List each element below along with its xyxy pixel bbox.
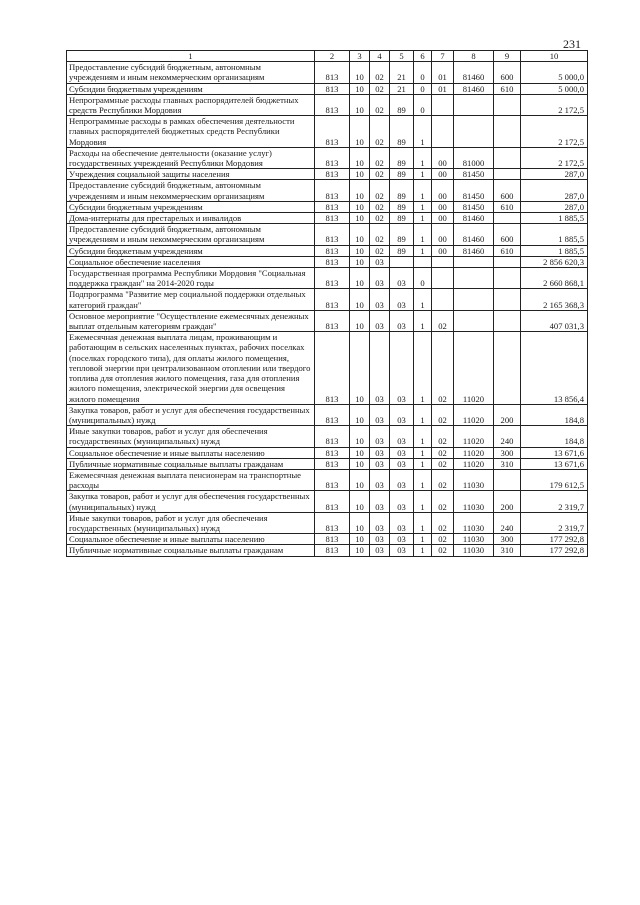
code-subsection-cell: 03	[370, 404, 390, 425]
item-name-cell: Государственная программа Республики Мордовия "Социальная поддержка граждан" на 2014-2020 годы	[67, 268, 315, 289]
code-program-cell: 89	[390, 169, 414, 180]
code-program-cell: 89	[390, 94, 414, 115]
code-direction-cell: 11020	[454, 404, 494, 425]
code-expense-type-cell	[494, 289, 521, 310]
code-event-cell: 01	[432, 83, 454, 94]
code-ministry-cell: 813	[315, 213, 350, 224]
code-ministry-cell: 813	[315, 310, 350, 331]
code-subsection-cell: 03	[370, 545, 390, 556]
amount-cell: 2 660 868,1	[521, 268, 588, 289]
code-expense-type-cell: 610	[494, 201, 521, 212]
code-expense-type-cell: 300	[494, 447, 521, 458]
table-row	[67, 332, 588, 404]
code-subprogram-cell: 1	[414, 169, 432, 180]
code-ministry-cell: 813	[315, 169, 350, 180]
code-subsection-cell: 02	[370, 116, 390, 148]
amount-cell: 1 885,5	[521, 224, 588, 245]
code-subprogram-cell: 0	[414, 62, 432, 83]
code-subprogram-cell: 1	[414, 310, 432, 331]
table-row	[67, 201, 588, 212]
code-event-cell: 00	[432, 147, 454, 168]
code-section-cell: 10	[350, 256, 370, 267]
item-name-cell: Ежемесячная денежная выплата лицам, проживающим и работающим в сельских населенных пунктах, рабочих поселках (поселках городского типа), для оплаты жилого помещения, тепловой энергии при централизованном отоплении или твердого топлива для отопления жилого помещения, газа для отопления жилого помещения, электрической энергии для освещения жилого помещения	[67, 332, 315, 404]
code-subsection-cell: 03	[370, 310, 390, 331]
amount-cell: 2 856 620,3	[521, 256, 588, 267]
code-program-cell: 03	[390, 512, 414, 533]
code-expense-type-cell: 240	[494, 426, 521, 447]
code-expense-type-cell	[494, 169, 521, 180]
code-direction-cell: 11020	[454, 447, 494, 458]
code-program-cell: 03	[390, 332, 414, 404]
code-ministry-cell: 813	[315, 534, 350, 545]
item-name-cell: Закупка товаров, работ и услуг для обеспечения государственных (муниципальных) нужд	[67, 491, 315, 512]
code-section-cell: 10	[350, 447, 370, 458]
code-subsection-cell: 03	[370, 426, 390, 447]
code-subsection-cell: 02	[370, 147, 390, 168]
amount-cell: 177 292,8	[521, 545, 588, 556]
table-row	[67, 491, 588, 512]
code-direction-cell: 81460	[454, 224, 494, 245]
item-name-cell: Публичные нормативные социальные выплаты гражданам	[67, 458, 315, 469]
code-subprogram-cell: 1	[414, 469, 432, 490]
code-direction-cell: 81000	[454, 147, 494, 168]
code-expense-type-cell	[494, 332, 521, 404]
code-event-cell: 00	[432, 201, 454, 212]
code-event-cell: 02	[432, 426, 454, 447]
code-direction-cell: 81450	[454, 201, 494, 212]
code-subprogram-cell: 0	[414, 83, 432, 94]
code-subprogram-cell: 1	[414, 289, 432, 310]
code-subprogram-cell: 0	[414, 268, 432, 289]
code-subsection-cell: 03	[370, 534, 390, 545]
code-subprogram-cell: 1	[414, 491, 432, 512]
amount-cell: 184,8	[521, 426, 588, 447]
code-subsection-cell: 02	[370, 224, 390, 245]
code-section-cell: 10	[350, 201, 370, 212]
code-direction-cell: 11020	[454, 426, 494, 447]
item-name-cell: Закупка товаров, работ и услуг для обеспечения государственных (муниципальных) нужд	[67, 404, 315, 425]
code-section-cell: 10	[350, 404, 370, 425]
item-name-cell: Социальное обеспечение и иные выплаты населению	[67, 447, 315, 458]
code-subprogram-cell: 1	[414, 201, 432, 212]
code-ministry-cell: 813	[315, 426, 350, 447]
table-body	[67, 62, 588, 556]
code-subsection-cell: 03	[370, 512, 390, 533]
code-expense-type-cell: 200	[494, 404, 521, 425]
item-name-cell: Субсидии бюджетным учреждениям	[67, 83, 315, 94]
code-direction-cell: 81460	[454, 213, 494, 224]
code-event-cell: 02	[432, 469, 454, 490]
table-header-row	[67, 51, 588, 62]
code-program-cell: 03	[390, 469, 414, 490]
code-event-cell	[432, 94, 454, 115]
amount-cell: 287,0	[521, 180, 588, 201]
code-event-cell: 02	[432, 491, 454, 512]
code-direction-cell: 81450	[454, 169, 494, 180]
code-event-cell: 02	[432, 310, 454, 331]
code-section-cell: 10	[350, 116, 370, 148]
code-section-cell: 10	[350, 310, 370, 331]
amount-cell: 13 856,4	[521, 332, 588, 404]
code-subprogram-cell: 1	[414, 213, 432, 224]
code-event-cell: 02	[432, 534, 454, 545]
code-direction-cell: 11020	[454, 458, 494, 469]
item-name-cell: Субсидии бюджетным учреждениям	[67, 201, 315, 212]
page-number: 231	[563, 37, 581, 51]
code-direction-cell: 11030	[454, 545, 494, 556]
code-ministry-cell: 813	[315, 116, 350, 148]
code-direction-cell: 81460	[454, 245, 494, 256]
table-row	[67, 62, 588, 83]
amount-cell: 287,0	[521, 169, 588, 180]
code-section-cell: 10	[350, 534, 370, 545]
code-program-cell: 89	[390, 224, 414, 245]
code-direction-cell	[454, 268, 494, 289]
code-section-cell: 10	[350, 458, 370, 469]
amount-cell: 1 885,5	[521, 245, 588, 256]
budget-table	[66, 50, 588, 557]
code-program-cell: 03	[390, 491, 414, 512]
code-ministry-cell: 813	[315, 512, 350, 533]
amount-cell: 5 000,0	[521, 83, 588, 94]
table-row	[67, 447, 588, 458]
code-expense-type-cell: 240	[494, 512, 521, 533]
code-ministry-cell: 813	[315, 289, 350, 310]
code-program-cell: 03	[390, 404, 414, 425]
code-direction-cell: 11030	[454, 534, 494, 545]
amount-cell: 2 165 368,3	[521, 289, 588, 310]
code-direction-cell	[454, 256, 494, 267]
code-subsection-cell: 02	[370, 62, 390, 83]
code-subprogram-cell: 1	[414, 116, 432, 148]
code-ministry-cell: 813	[315, 83, 350, 94]
code-expense-type-cell: 200	[494, 491, 521, 512]
code-section-cell: 10	[350, 545, 370, 556]
code-expense-type-cell	[494, 310, 521, 331]
code-section-cell: 10	[350, 224, 370, 245]
code-section-cell: 10	[350, 268, 370, 289]
item-name-cell: Ежемесячная денежная выплата пенсионерам на транспортные расходы	[67, 469, 315, 490]
code-subprogram-cell: 1	[414, 147, 432, 168]
table-row	[67, 545, 588, 556]
amount-cell: 2 172,5	[521, 147, 588, 168]
code-program-cell: 03	[390, 426, 414, 447]
code-event-cell: 00	[432, 213, 454, 224]
code-event-cell	[432, 256, 454, 267]
code-subprogram-cell: 1	[414, 545, 432, 556]
code-subprogram-cell: 1	[414, 458, 432, 469]
code-direction-cell	[454, 116, 494, 148]
code-ministry-cell: 813	[315, 256, 350, 267]
code-section-cell: 10	[350, 491, 370, 512]
code-ministry-cell: 813	[315, 180, 350, 201]
code-direction-cell	[454, 310, 494, 331]
table-row	[67, 245, 588, 256]
code-expense-type-cell: 600	[494, 62, 521, 83]
amount-cell: 2 172,5	[521, 94, 588, 115]
column-header: 9	[494, 51, 521, 62]
code-event-cell	[432, 268, 454, 289]
code-direction-cell	[454, 289, 494, 310]
code-subsection-cell: 02	[370, 201, 390, 212]
amount-cell: 184,8	[521, 404, 588, 425]
column-header: 4	[370, 51, 390, 62]
column-header: 5	[390, 51, 414, 62]
code-event-cell: 02	[432, 332, 454, 404]
item-name-cell: Социальное обеспечение населения	[67, 256, 315, 267]
table-row	[67, 147, 588, 168]
code-subprogram-cell: 1	[414, 404, 432, 425]
code-program-cell: 03	[390, 534, 414, 545]
item-name-cell: Социальное обеспечение и иные выплаты населению	[67, 534, 315, 545]
code-expense-type-cell: 310	[494, 545, 521, 556]
code-ministry-cell: 813	[315, 62, 350, 83]
item-name-cell: Учреждения социальной защиты населения	[67, 169, 315, 180]
code-subprogram-cell: 1	[414, 534, 432, 545]
table-row	[67, 534, 588, 545]
code-direction-cell: 11030	[454, 469, 494, 490]
code-subsection-cell: 03	[370, 332, 390, 404]
code-ministry-cell: 813	[315, 245, 350, 256]
code-program-cell: 21	[390, 83, 414, 94]
code-expense-type-cell	[494, 256, 521, 267]
code-section-cell: 10	[350, 169, 370, 180]
code-expense-type-cell: 600	[494, 224, 521, 245]
code-ministry-cell: 813	[315, 404, 350, 425]
code-section-cell: 10	[350, 289, 370, 310]
item-name-cell: Непрограммные расходы в рамках обеспечения деятельности главных распорядителей бюджетных средств Республики Мордовия	[67, 116, 315, 148]
item-name-cell: Основное мероприятие "Осуществление ежемесячных денежных выплат отдельным категориям граждан"	[67, 310, 315, 331]
code-ministry-cell: 813	[315, 458, 350, 469]
code-event-cell: 02	[432, 545, 454, 556]
code-direction-cell: 81460	[454, 83, 494, 94]
code-subprogram-cell: 1	[414, 512, 432, 533]
code-expense-type-cell	[494, 116, 521, 148]
code-subprogram-cell: 1	[414, 180, 432, 201]
code-section-cell: 10	[350, 469, 370, 490]
code-subsection-cell: 03	[370, 458, 390, 469]
code-event-cell: 00	[432, 224, 454, 245]
code-direction-cell: 11030	[454, 512, 494, 533]
code-program-cell	[390, 256, 414, 267]
code-ministry-cell: 813	[315, 447, 350, 458]
code-event-cell: 02	[432, 447, 454, 458]
code-ministry-cell: 813	[315, 545, 350, 556]
code-program-cell: 03	[390, 310, 414, 331]
code-subsection-cell: 02	[370, 83, 390, 94]
code-section-cell: 10	[350, 180, 370, 201]
code-ministry-cell: 813	[315, 469, 350, 490]
code-ministry-cell: 813	[315, 332, 350, 404]
code-event-cell: 02	[432, 512, 454, 533]
item-name-cell: Иные закупки товаров, работ и услуг для обеспечения государственных (муниципальных) нужд	[67, 426, 315, 447]
table-row	[67, 213, 588, 224]
item-name-cell: Расходы на обеспечение деятельности (оказание услуг) государственных учреждений Республики Мордовия	[67, 147, 315, 168]
code-subprogram-cell: 0	[414, 94, 432, 115]
amount-cell: 177 292,8	[521, 534, 588, 545]
table-row	[67, 180, 588, 201]
table-row	[67, 268, 588, 289]
code-subsection-cell: 03	[370, 491, 390, 512]
code-direction-cell: 11030	[454, 491, 494, 512]
code-section-cell: 10	[350, 512, 370, 533]
code-program-cell: 89	[390, 147, 414, 168]
code-direction-cell	[454, 94, 494, 115]
column-header: 3	[350, 51, 370, 62]
code-expense-type-cell	[494, 147, 521, 168]
code-subsection-cell: 03	[370, 469, 390, 490]
code-section-cell: 10	[350, 213, 370, 224]
amount-cell: 13 671,6	[521, 447, 588, 458]
code-subsection-cell: 03	[370, 447, 390, 458]
code-program-cell: 21	[390, 62, 414, 83]
code-program-cell: 03	[390, 458, 414, 469]
code-program-cell: 89	[390, 180, 414, 201]
code-expense-type-cell	[494, 213, 521, 224]
code-subsection-cell: 02	[370, 245, 390, 256]
code-expense-type-cell	[494, 94, 521, 115]
code-event-cell	[432, 116, 454, 148]
item-name-cell: Предоставление субсидий бюджетным, автономным учреждениям и иным некоммерческим организациям	[67, 62, 315, 83]
code-program-cell: 89	[390, 201, 414, 212]
amount-cell: 5 000,0	[521, 62, 588, 83]
code-program-cell: 89	[390, 245, 414, 256]
column-header: 2	[315, 51, 350, 62]
code-section-cell: 10	[350, 83, 370, 94]
column-header: 8	[454, 51, 494, 62]
table-row	[67, 469, 588, 490]
code-subsection-cell: 02	[370, 213, 390, 224]
item-name-cell: Дома-интернаты для престарелых и инвалидов	[67, 213, 315, 224]
code-subprogram-cell: 1	[414, 447, 432, 458]
amount-cell: 179 612,5	[521, 469, 588, 490]
code-ministry-cell: 813	[315, 268, 350, 289]
table-row	[67, 289, 588, 310]
table-row	[67, 83, 588, 94]
code-section-cell: 10	[350, 62, 370, 83]
item-name-cell: Подпрограмма "Развитие мер социальной поддержки отдельных категорий граждан"	[67, 289, 315, 310]
code-subprogram-cell: 1	[414, 332, 432, 404]
item-name-cell: Субсидии бюджетным учреждениям	[67, 245, 315, 256]
code-subsection-cell: 02	[370, 180, 390, 201]
item-name-cell: Иные закупки товаров, работ и услуг для обеспечения государственных (муниципальных) нужд	[67, 512, 315, 533]
code-program-cell: 03	[390, 289, 414, 310]
amount-cell: 2 319,7	[521, 491, 588, 512]
code-subprogram-cell	[414, 256, 432, 267]
code-direction-cell: 11020	[454, 332, 494, 404]
code-expense-type-cell: 610	[494, 245, 521, 256]
item-name-cell: Непрограммные расходы главных распорядителей бюджетных средств Республики Мордовия	[67, 94, 315, 115]
code-program-cell: 03	[390, 268, 414, 289]
code-event-cell	[432, 289, 454, 310]
code-ministry-cell: 813	[315, 491, 350, 512]
column-header: 6	[414, 51, 432, 62]
table-row	[67, 458, 588, 469]
table-row	[67, 116, 588, 148]
code-expense-type-cell	[494, 469, 521, 490]
code-program-cell: 89	[390, 116, 414, 148]
table-row	[67, 94, 588, 115]
code-event-cell: 02	[432, 458, 454, 469]
code-event-cell: 00	[432, 180, 454, 201]
code-subprogram-cell: 1	[414, 245, 432, 256]
code-subprogram-cell: 1	[414, 224, 432, 245]
amount-cell: 13 671,6	[521, 458, 588, 469]
code-section-cell: 10	[350, 245, 370, 256]
code-ministry-cell: 813	[315, 201, 350, 212]
code-subsection-cell: 02	[370, 94, 390, 115]
code-expense-type-cell: 300	[494, 534, 521, 545]
code-ministry-cell: 813	[315, 147, 350, 168]
table-row	[67, 224, 588, 245]
amount-cell: 407 031,3	[521, 310, 588, 331]
amount-cell: 287,0	[521, 201, 588, 212]
code-expense-type-cell: 600	[494, 180, 521, 201]
code-direction-cell: 81450	[454, 180, 494, 201]
code-subsection-cell: 03	[370, 256, 390, 267]
code-event-cell: 00	[432, 245, 454, 256]
item-name-cell: Предоставление субсидий бюджетным, автономным учреждениям и иным некоммерческим организациям	[67, 224, 315, 245]
item-name-cell: Предоставление субсидий бюджетным, автономным учреждениям и иным некоммерческим организациям	[67, 180, 315, 201]
code-expense-type-cell: 310	[494, 458, 521, 469]
table-row	[67, 426, 588, 447]
code-section-cell: 10	[350, 426, 370, 447]
code-event-cell: 00	[432, 169, 454, 180]
amount-cell: 1 885,5	[521, 213, 588, 224]
code-ministry-cell: 813	[315, 224, 350, 245]
code-subprogram-cell: 1	[414, 426, 432, 447]
code-program-cell: 89	[390, 213, 414, 224]
code-subsection-cell: 02	[370, 169, 390, 180]
code-event-cell: 02	[432, 404, 454, 425]
code-program-cell: 03	[390, 545, 414, 556]
code-subsection-cell: 03	[370, 289, 390, 310]
amount-cell: 2 319,7	[521, 512, 588, 533]
code-section-cell: 10	[350, 332, 370, 404]
table-row	[67, 404, 588, 425]
column-header: 7	[432, 51, 454, 62]
code-section-cell: 10	[350, 147, 370, 168]
code-event-cell: 01	[432, 62, 454, 83]
code-ministry-cell: 813	[315, 94, 350, 115]
code-subsection-cell: 03	[370, 268, 390, 289]
code-expense-type-cell	[494, 268, 521, 289]
table-row	[67, 310, 588, 331]
amount-cell: 2 172,5	[521, 116, 588, 148]
column-header: 1	[67, 51, 315, 62]
item-name-cell: Публичные нормативные социальные выплаты гражданам	[67, 545, 315, 556]
table-row	[67, 512, 588, 533]
code-program-cell: 03	[390, 447, 414, 458]
code-direction-cell: 81460	[454, 62, 494, 83]
column-header: 10	[521, 51, 588, 62]
table-row	[67, 169, 588, 180]
code-expense-type-cell: 610	[494, 83, 521, 94]
table-row	[67, 256, 588, 267]
code-section-cell: 10	[350, 94, 370, 115]
